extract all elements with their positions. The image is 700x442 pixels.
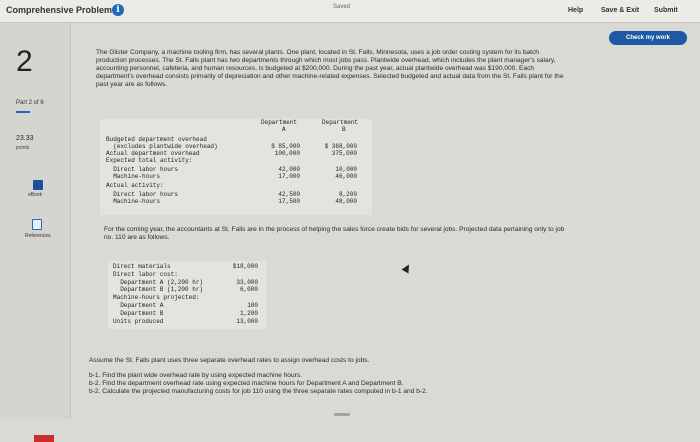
requirement-b2-costs: b-2. Calculate the projected manufacturing costs for job 110 using the three separate rates computed in b-1 and b-2. bbox=[89, 388, 428, 395]
table-cell-b: 8,200 bbox=[338, 191, 357, 198]
table-cell-value: 100 bbox=[247, 302, 258, 309]
table-row-label: Direct labor hours bbox=[106, 166, 179, 173]
table-row-label: Expected total activity: bbox=[106, 157, 193, 164]
table-cell-value: $18,000 bbox=[232, 263, 258, 270]
table-cell-a: 42,500 bbox=[278, 191, 300, 198]
table-row-label: Direct labor hours bbox=[106, 191, 179, 198]
scroll-indicator[interactable] bbox=[334, 413, 350, 416]
table-cell-value: 6,000 bbox=[239, 286, 258, 293]
save-exit-button[interactable]: Save & Exit bbox=[601, 7, 640, 14]
question-sidebar bbox=[0, 23, 71, 419]
table-cell-value: 1,200 bbox=[239, 310, 258, 317]
info-icon[interactable]: i bbox=[112, 4, 124, 16]
check-my-work-button[interactable]: Check my work bbox=[609, 31, 687, 45]
points-value: 23.33 bbox=[16, 135, 34, 142]
requirement-b1: b-1. Find the plant wide overhead rate by using expected machine hours. bbox=[89, 372, 302, 379]
save-status: Saved bbox=[333, 4, 351, 10]
table-row-label: (excludes plantwide overhead) bbox=[106, 143, 218, 150]
table-row-label: Department B bbox=[113, 310, 164, 317]
table-row-label: Machine-hours projected: bbox=[113, 294, 200, 301]
job-110-data-table bbox=[108, 261, 266, 329]
part-indicator: Part 2 of 6 bbox=[16, 100, 44, 106]
table-row-label: Machine-hours bbox=[106, 173, 161, 180]
table-row-label: Budgeted department overhead bbox=[106, 136, 207, 143]
table-row-label: Department A (2,200 hr) bbox=[113, 279, 204, 286]
table-cell-b: 46,000 bbox=[335, 173, 357, 180]
top-toolbar bbox=[0, 0, 700, 23]
assignment-title: Comprehensive Problem bbox=[6, 5, 113, 15]
table-cell-a: 100,000 bbox=[274, 150, 300, 157]
table-row-label: Department B (1,200 hr) bbox=[113, 286, 204, 293]
help-button[interactable]: Help bbox=[568, 7, 584, 14]
col-a-header-line2: A bbox=[282, 126, 286, 133]
table-row-label: Actual department overhead bbox=[106, 150, 200, 157]
col-a-header-line1: Department bbox=[261, 119, 298, 126]
table-cell-a: 42,000 bbox=[278, 166, 300, 173]
part-progress-bar bbox=[16, 111, 30, 113]
table-row-label: Direct labor cost: bbox=[113, 271, 178, 278]
table-row-label: Department A bbox=[113, 302, 164, 309]
department-data-table bbox=[100, 119, 372, 215]
problem-intro: The Glister Company, a machine tooling firm, has several plants. One plant, located in St. Falls, Minnesota, uses a job order costing system for its batch production processes. The St. Falls plant has two departments through which most jobs pass. Plantwide overhead, which includes the plant manager's salary, accounting personnel, cafeteria, and human resources, is budgeted at $200,000. During the past year, actual plantwide overhead was $190,000. Each department's overhead consists primarily of depreciation and other machine-related expenses. Selected budgeted and actual data from the St. Falls plant for the past year are as follows. bbox=[96, 49, 564, 88]
table-cell-a: $ 85,000 bbox=[271, 143, 300, 150]
table-cell-a: 17,000 bbox=[278, 173, 300, 180]
table-cell-b: 48,000 bbox=[335, 198, 357, 205]
assumption-text: Assume the St. Falls plant uses three separate overhead rates to assign overhead costs to jobs. bbox=[89, 357, 370, 364]
question-number: 2 bbox=[16, 45, 33, 78]
col-b-header-line1: Department bbox=[322, 119, 359, 126]
table-row-label: Actual activity: bbox=[106, 182, 164, 189]
job-110-intro: For the coming year, the accountants at St. Falls are in the process of helping the sales force create bids for several jobs. Projected data pertaining only to job no. 110 are as follows. bbox=[104, 226, 565, 241]
brand-logo bbox=[34, 435, 54, 442]
table-cell-a: 17,500 bbox=[278, 198, 300, 205]
references-link[interactable]: References bbox=[25, 233, 51, 239]
table-cell-b: $ 368,000 bbox=[324, 143, 357, 150]
requirement-b2-rates: b-2. Find the department overhead rate using expected machine hours for Department A and Department B. bbox=[89, 380, 404, 387]
table-row-label: Units produced bbox=[113, 318, 164, 325]
points-label: points bbox=[16, 145, 30, 151]
table-row-label: Machine-hours bbox=[106, 198, 161, 205]
col-b-header-line2: B bbox=[342, 126, 346, 133]
table-cell-value: 33,000 bbox=[236, 279, 258, 286]
ebook-icon[interactable] bbox=[33, 180, 43, 190]
table-row-label: Direct materials bbox=[113, 263, 171, 270]
ebook-link[interactable]: eBook bbox=[28, 192, 43, 198]
table-cell-value: 13,000 bbox=[236, 318, 258, 325]
mouse-cursor-icon bbox=[402, 263, 413, 274]
references-icon[interactable] bbox=[32, 219, 42, 230]
submit-button[interactable]: Submit bbox=[654, 7, 678, 14]
table-cell-b: 10,000 bbox=[335, 166, 357, 173]
table-cell-b: 375,000 bbox=[331, 150, 357, 157]
